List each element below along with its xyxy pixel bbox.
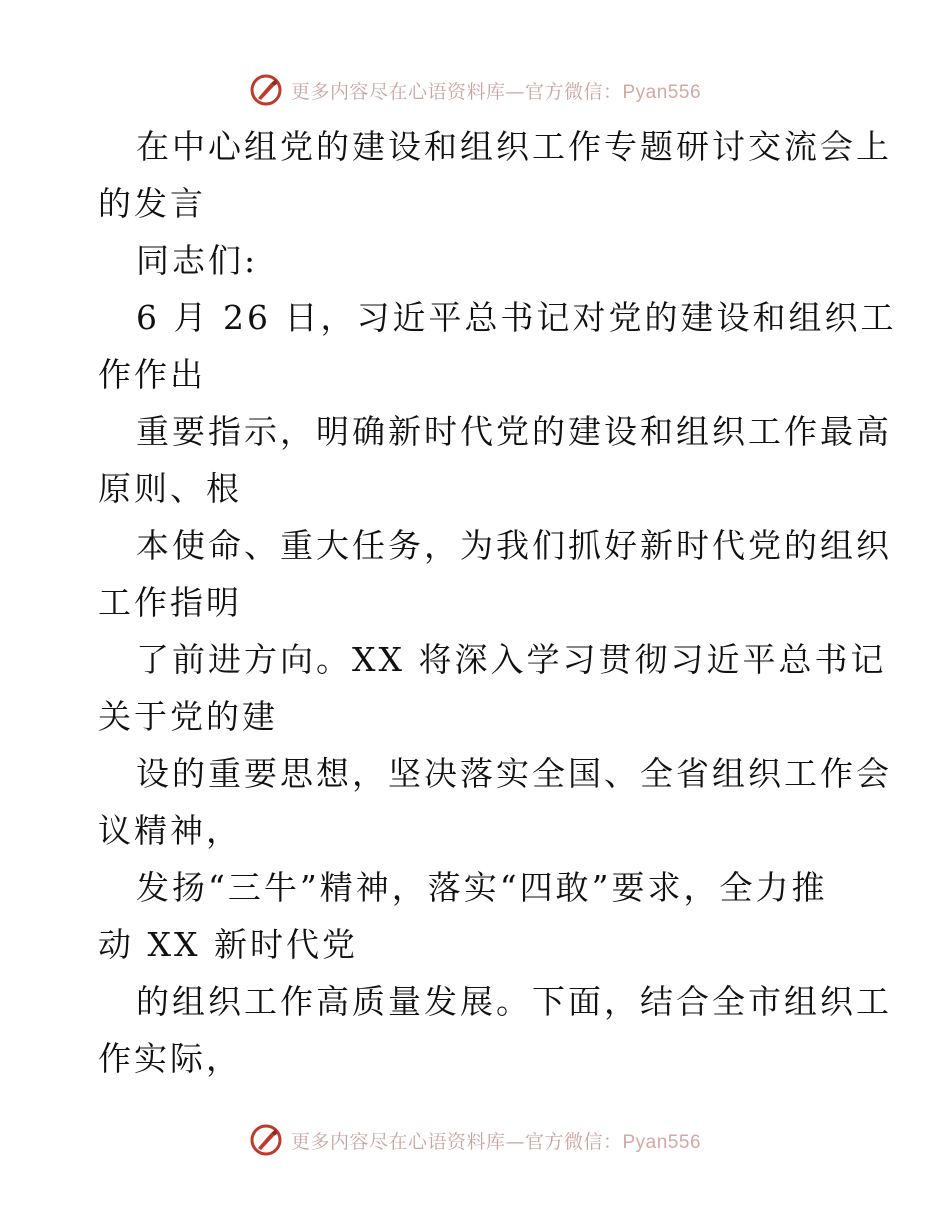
document-line <box>98 574 858 631</box>
document-line <box>98 916 858 973</box>
watermark-handle: Pyan556 <box>622 81 702 103</box>
document-body <box>98 118 897 1087</box>
header-watermark <box>0 70 950 110</box>
line-text: 工作指明 <box>98 583 242 622</box>
document-line <box>98 1030 858 1087</box>
document-line <box>98 118 892 175</box>
document-line <box>98 859 858 916</box>
line-text: 了前进方向。XX 将深入学习贯彻习近平总书记 <box>136 640 887 679</box>
line-text: 关于党的建 <box>98 697 278 736</box>
watermark-handle: Pyan556 <box>622 1131 702 1153</box>
document-line <box>98 517 892 574</box>
document-line <box>98 175 858 232</box>
line-text: 本使命、重大任务，为我们抓好新时代党的组织 <box>136 526 892 565</box>
line-text: 的组织工作高质量发展。下面，结合全市组织工 <box>136 982 892 1021</box>
watermark-slogan: 更多内容尽在心语资料库—官方微信： <box>290 1130 623 1153</box>
document-line <box>98 460 858 517</box>
document-line <box>98 289 897 346</box>
footer-watermark <box>0 1120 950 1160</box>
document-line <box>98 631 887 688</box>
line-text: 发扬“三牛”精神，落实“四敢”要求，全力推 <box>136 868 828 907</box>
watermark-text <box>291 1127 701 1154</box>
document-line <box>98 346 858 403</box>
quill-pen-icon <box>249 73 283 107</box>
quill-pen-icon <box>249 1123 283 1157</box>
line-text: 作作出 <box>98 355 206 394</box>
line-text: 同志们: <box>136 241 259 280</box>
watermark-slogan: 更多内容尽在心语资料库—官方微信： <box>290 80 623 103</box>
line-text: 6 月 26 日，习近平总书记对党的建设和组织工 <box>136 298 897 337</box>
line-text: 原则、根 <box>98 469 242 508</box>
line-text: 设的重要思想，坚决落实全国、全省组织工作会 <box>136 754 892 793</box>
document-line <box>98 745 892 802</box>
document-line <box>98 802 858 859</box>
line-text: 议精神， <box>98 811 242 850</box>
line-text: 作实际， <box>98 1039 242 1078</box>
line-text: 在中心组党的建设和组织工作专题研讨交流会上 <box>136 127 892 166</box>
line-text: 的发言 <box>98 184 206 223</box>
document-line <box>98 232 858 289</box>
document-line <box>98 688 858 745</box>
line-text: 动 XX 新时代党 <box>98 925 358 964</box>
document-line <box>98 403 892 460</box>
watermark-text <box>291 77 701 104</box>
document-line <box>98 973 892 1030</box>
line-text: 重要指示，明确新时代党的建设和组织工作最高 <box>136 412 892 451</box>
